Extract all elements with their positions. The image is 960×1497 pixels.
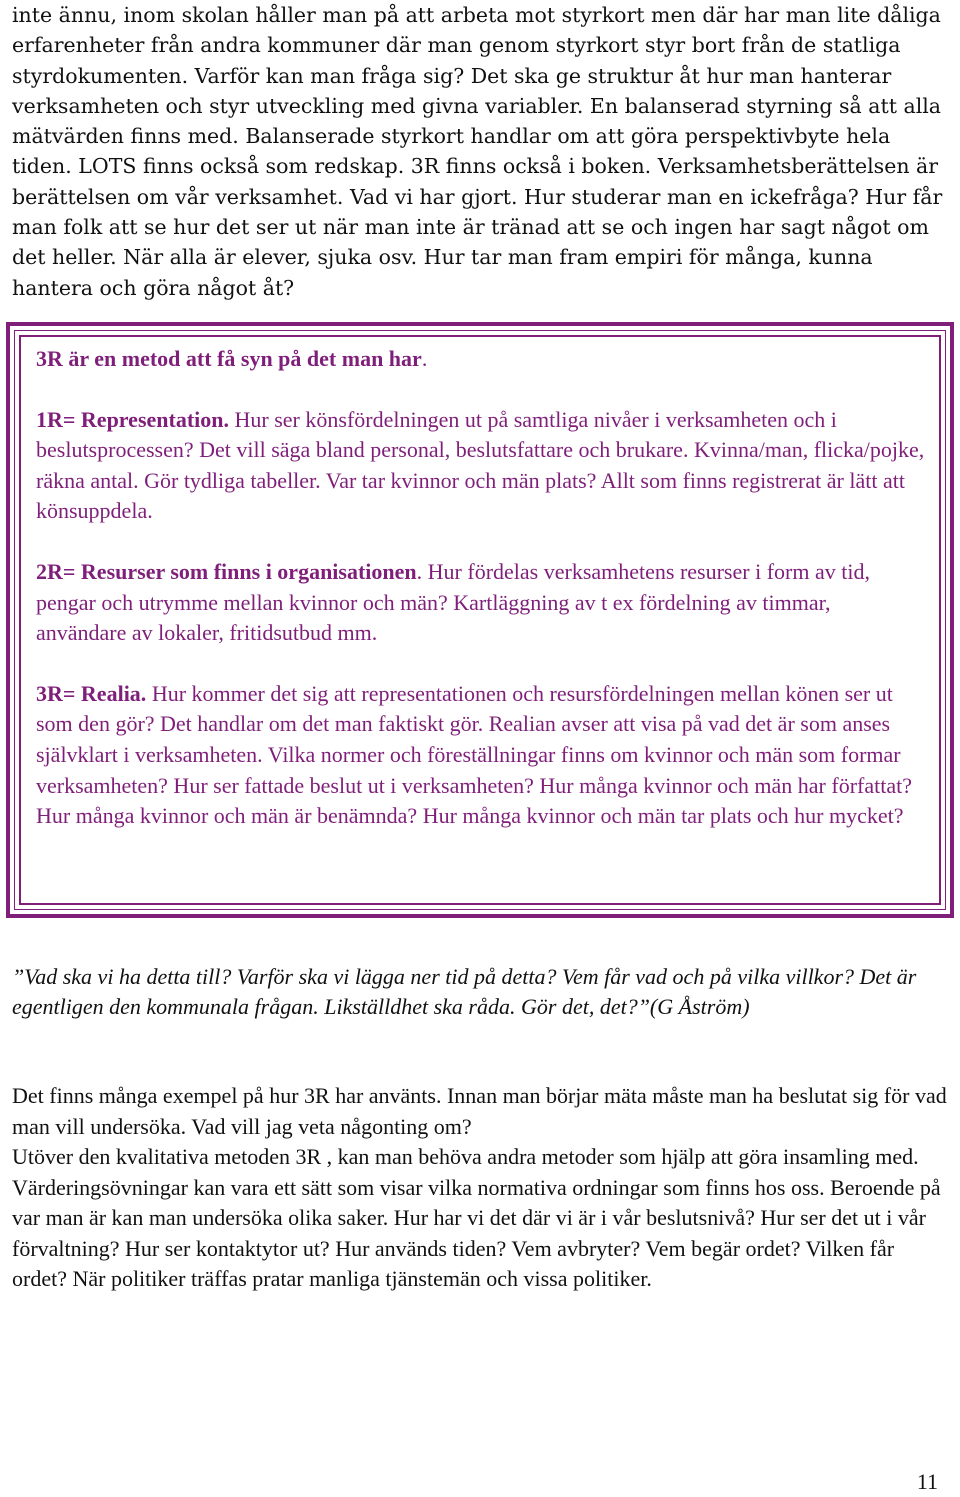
quote-paragraph: ”Vad ska vi ha detta till? Varför ska vi lägga ner tid på detta? Vem får vad och på vilka villkor? Det är egentligen den kommunala frågan. Likställdhet ska råda. Gör det, det?”(G Åström) [12,964,917,1019]
r1-paragraph [36,405,926,527]
r3-title: 3R= Realia. [36,680,147,706]
intro-paragraph: inte ännu, inom skolan håller man på att arbeta mot styrkort men där har man lite dåliga erfarenheter från andra kommuner där man genom styrkort styr bort från de statliga styrdokumenten. Varför kan man fråga sig? Det ska ge struktur åt hur man hanterar verksamheten och styr utveckling med givna variabler. En balanserad styrning så att alla mätvärden finns med. Balanserade styrkort handlar om att göra perspektivbyte hela tiden. LOTS finns också som redskap. 3R finns också i boken. Verksamhetsberättelsen är berättelsen om vår verksamhet. Vad vi har gjort. Hur studerar man en ickefråga? Hur får man folk att se hur det ser ut när man inte är tränad att se och ingen har sagt något om det heller. När alla är elever, sjuka osv. Hur tar man fram empiri för många, kunna hantera och göra något åt? [12,3,943,300]
r2-paragraph [36,557,926,649]
three-r-box [6,322,954,918]
closing-line-2: Utöver den kvalitativa metoden 3R , kan man behöva andra metoder som hjälp att göra insamling med. Värderingsövningar kan vara ett sätt som visar vilka normativa ordningar som finns hos oss. Beroende på var man är kan man undersöka olika saker. Hur har vi det där vi är i vår beslutsnivå? Hur ser det ut i vår förvaltning? Hur ser kontaktytor ut? Hur används tiden? Vem avbryter? Vem begär ordet? Vilken får ordet? När politiker träffas pratar manliga tjänstemän och vissa politiker. [12,1144,941,1291]
r2-text: . Hur fördelas verksamhetens resurser i form av tid, pengar och utrymme mellan kvinnor och män? Kartläggning av t ex fördelning av timmar, användare av lokaler, fritidsutbud mm. [36,558,870,646]
r3-text: Hur kommer det sig att representationen och resursfördelningen mellan könen ser ut som den gör? Det handlar om det man faktiskt gör. Realian avser att visa på vad det är som anses självklart i verksamheten. Vilka normer och föreställningar finns om kvinnor och män som formar verksamheten? Hur ser fattade beslut ut i verksamheten? Hur många kvinnor och män har författat? Hur många kvinnor och män är benämnda? Hur många kvinnor och män tar plats och hur mycket? [36,680,912,829]
r1-title: 1R= Representation. [36,406,230,432]
page-number: 11 [916,1469,938,1494]
three-r-content [36,344,926,862]
r1-text: Hur ser könsfördelningen ut på samtliga nivåer i verksamheten och i beslutsprocessen? Det vill säga bland personal, beslutsfattare och brukare. Kvinna/man, flicka/pojke, räkna antal. Gör tydliga tabeller. Var tar kvinnor och män plats? Allt som finns registrerat är lätt att könsuppdela. [36,406,925,524]
box-heading-bold: 3R är en metod att få syn på det man har [36,346,422,371]
closing-paragraph [12,1081,947,1295]
r3-paragraph [36,679,926,832]
box-heading [36,344,926,375]
closing-line-1: Det finns många exempel på hur 3R har använts. Innan man börjar mäta måste man ha beslutat sig för vad man vill undersöka. Vad vill jag veta någonting om? [12,1083,947,1139]
box-heading-end: . [421,346,428,371]
r2-title: 2R= Resurser som finns i organisationen [36,558,417,584]
